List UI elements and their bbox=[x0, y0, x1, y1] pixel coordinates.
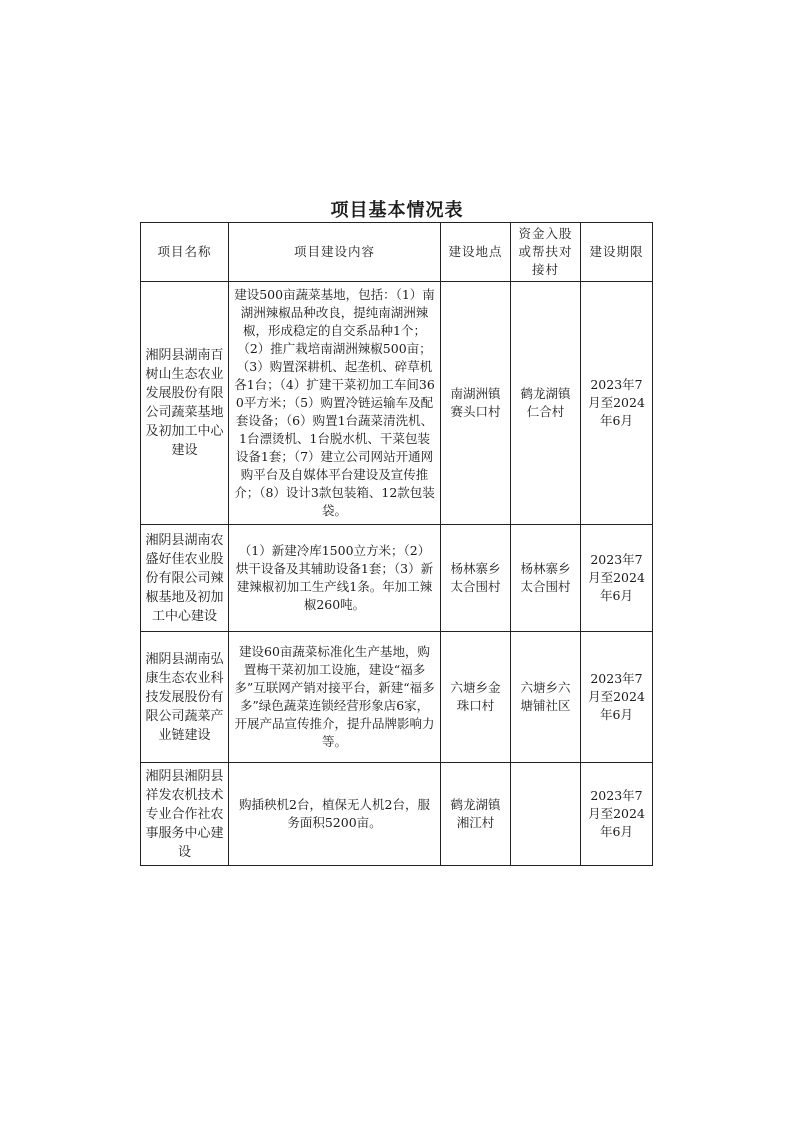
village-cell bbox=[511, 763, 581, 866]
header-village: 资金入股或帮扶对接村 bbox=[511, 223, 581, 282]
project-name-cell: 湘阴县湘阴县祥发农机技术专业合作社农事服务中心建设 bbox=[141, 763, 229, 866]
project-name-cell: 湘阴县湖南百树山生态农业发展股份有限公司蔬菜基地及初加工中心建设 bbox=[141, 282, 229, 525]
project-content-cell: 购插秧机2台，植保无人机2台，服务面积5200亩。 bbox=[229, 763, 441, 866]
period-cell: 2023年7月至2024年6月 bbox=[581, 763, 653, 866]
period-cell: 2023年7月至2024年6月 bbox=[581, 632, 653, 763]
table-row bbox=[141, 763, 653, 866]
village-cell: 六塘乡六塘铺社区 bbox=[511, 632, 581, 763]
location-cell: 南湖洲镇赛头口村 bbox=[441, 282, 511, 525]
header-period: 建设期限 bbox=[581, 223, 653, 282]
location-cell: 杨林寨乡太合围村 bbox=[441, 525, 511, 632]
project-content-cell: 建设500亩蔬菜基地，包括：（1）南湖洲辣椒品种改良，提纯南湖洲辣椒，形成稳定的自交系品种1个；（2）推广栽培南湖洲辣椒500亩；（3）购置深耕机、起垄机、碎草机各1台；（4）扩建干菜初加工车间360平方米；（5）购置冷链运输车及配套设备；（6）购置1台蔬菜清洗机、1台漂烫机、1台脱水机、干菜包装设备1套；（7）建立公司网站开通网购平台及自媒体平台建设及宣传推介；（8）设计3款包装箱、12款包装袋。 bbox=[229, 282, 441, 525]
period-cell: 2023年7月至2024年6月 bbox=[581, 282, 653, 525]
project-name-cell: 湘阴县湖南农盛好佳农业股份有限公司辣椒基地及初加工中心建设 bbox=[141, 525, 229, 632]
table-header-row bbox=[141, 223, 653, 282]
table-row bbox=[141, 282, 653, 525]
header-project-name: 项目名称 bbox=[141, 223, 229, 282]
village-cell: 鹤龙湖镇仁合村 bbox=[511, 282, 581, 525]
table-row bbox=[141, 632, 653, 763]
village-cell: 杨林寨乡太合围村 bbox=[511, 525, 581, 632]
location-cell: 六塘乡金珠口村 bbox=[441, 632, 511, 763]
project-content-cell: 建设60亩蔬菜标准化生产基地，购置梅干菜初加工设施，建设“福多多”互联网产销对接平台，新建“福多多”绿色蔬菜连锁经营形象店6家，开展产品宣传推介，提升品牌影响力等。 bbox=[229, 632, 441, 763]
location-cell: 鹤龙湖镇湘江村 bbox=[441, 763, 511, 866]
table-row bbox=[141, 525, 653, 632]
project-info-table bbox=[140, 222, 653, 866]
project-name-cell: 湘阴县湖南弘康生态农业科技发展股份有限公司蔬菜产业链建设 bbox=[141, 632, 229, 763]
project-content-cell: （1）新建冷库1500立方米；（2）烘干设备及其辅助设备1套；（3）新建辣椒初加工生产线1条。年加工辣椒260吨。 bbox=[229, 525, 441, 632]
header-project-content: 项目建设内容 bbox=[229, 223, 441, 282]
page-title: 项目基本情况表 bbox=[330, 200, 464, 221]
header-location: 建设地点 bbox=[441, 223, 511, 282]
period-cell: 2023年7月至2024年6月 bbox=[581, 525, 653, 632]
